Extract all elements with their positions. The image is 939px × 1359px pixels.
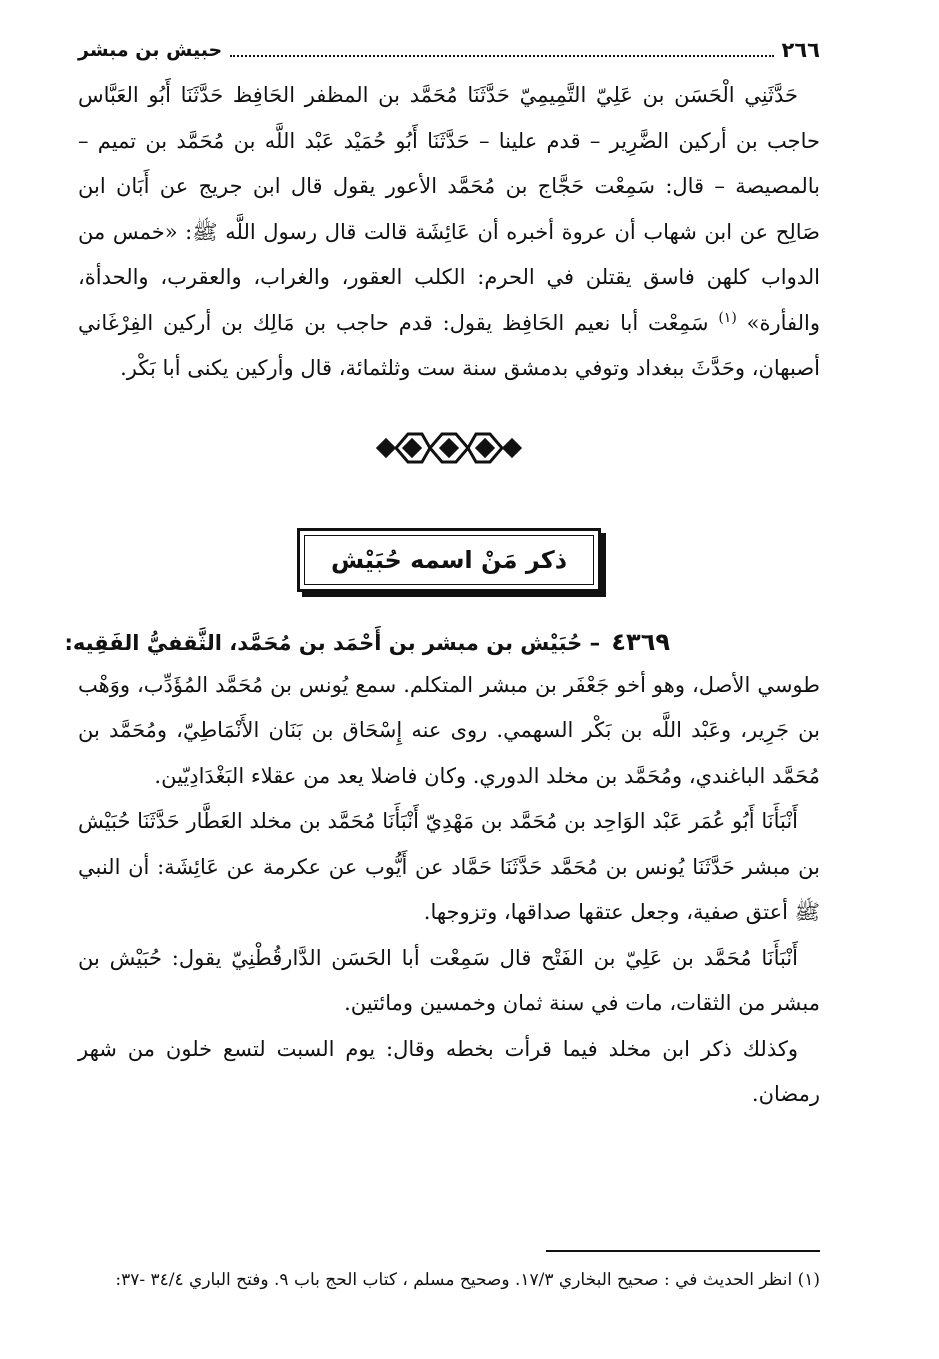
- header-dotted-leader: [230, 43, 773, 57]
- top-paragraph: [78, 73, 820, 392]
- page-number: ٢٦٦: [781, 38, 820, 62]
- section-header: [78, 528, 820, 592]
- decorative-divider-icon: [78, 428, 820, 468]
- footnote: (١) انظر الحديث في : صحيح البخاري ١٧/٣. وصحيح مسلم ، كتاب الحج باب ٩. وفتح الباري ٣٤/٤ -٣٧:: [115, 1270, 820, 1290]
- section-title-frame: [297, 528, 601, 592]
- entry-dash: –: [589, 630, 601, 655]
- book-page: [64, 30, 820, 1290]
- narration-paragraph-3: وكذلك ذكر ابن مخلد فيما قرأت بخطه وقال: يوم السبت لتسع خلون من شهر رمضان.: [78, 1036, 820, 1106]
- entry-number: ٤٣٦٩: [611, 627, 670, 656]
- footnote-reference[interactable]: (١): [718, 309, 737, 326]
- entry-heading: [64, 622, 820, 663]
- entry-title: حُبَيْش بن مبشر بن أَحْمَد بن مُحَمَّد، الثَّقفيُّ الفَقِيه:: [64, 630, 583, 655]
- footnote-divider: [546, 1250, 820, 1252]
- narration-paragraph-2: أَنْبَأَنَا مُحَمَّد بن عَلِيّ بن الفَتْح قال سَمِعْت أبا الحَسَن الدَّارقُطْنِيّ يقول: حُبَيْش بن مبشر من الثقات، مات في سنة ثمان وخمسين ومائتين.: [78, 945, 820, 1015]
- top-paragraph-text: حَدَّثَنِي الْحَسَن بن عَلِيّ التَّمِيمِيّ حَدَّثَنَا مُحَمَّد بن المظفر الحَافِظ حَدَّثَنَا أَبُو العَبَّاس حاجب بن أركين الضَّرِير – قدم علينا – حَدَّثَنَا أَبُو حُمَيْد عَبْد اللَّه بن مُحَمَّد بن تميم – بالمصيصة – قال: سَمِعْت حَجَّاج بن مُحَمَّد الأعور يقول قال ابن جريج عن أَبَان ابن صَالِح عن ابن شهاب أن عروة أخبره أن عَائِشَة قالت قال رسول اللَّه ﷺ: «خمس من الدواب كلهن فاسق يقتلن في الحرم: الكلب العقور، والغراب، والعقرب، والحدأة، والفأرة»: [78, 83, 820, 335]
- entry-biography: طوسي الأصل، وهو أخو جَعْفَر بن مبشر المتكلم. سمع يُونس بن مُحَمَّد المُؤَدِّب، ووَهْب بن جَرِير، وعَبْد اللَّه بن بَكْر السهمي. روى عنه إِسْحَاق بن بَنَان الأَنْمَاطِيّ، ومُحَمَّد بن مُحَمَّد الباغندي، ومُحَمَّد بن مخلد الدوري. وكان فاضلا يعد من عقلاء البَغْدَادِيّين.: [78, 672, 820, 788]
- page-header: [78, 30, 820, 71]
- section-title: ذكر مَنْ اسمه حُبَيْش: [304, 535, 594, 585]
- running-title: حبيش بن مبشر: [78, 39, 223, 61]
- narration-paragraph-1: أَنْبَأَنَا أَبُو عُمَر عَبْد الوَاحِد بن مُحَمَّد بن مَهْدِيّ أَنْبَأَنَا مُحَمَّد بن مخلد العَطَّار حَدَّثَنَا حُبَيْش بن مبشر حَدَّثَنَا يُونس بن مُحَمَّد حَدَّثَنَا حَمَّاد عن أَيُّوب عن عكرمة عن عَائِشَة: أن النبي ﷺ أعتق صفية، وجعل عتقها صداقها، وتزوجها.: [78, 809, 820, 924]
- top-paragraph-tail: سَمِعْت أبا نعيم الحَافِظ يقول: قدم حاجب بن مَالِك بن أركين الفِرْغَاني أصبهان، وحَدَّثَ ببغداد وتوفي بدمشق سنة ست وثلثمائة، قال وأركين يكنى أبا بَكْر.: [78, 310, 820, 380]
